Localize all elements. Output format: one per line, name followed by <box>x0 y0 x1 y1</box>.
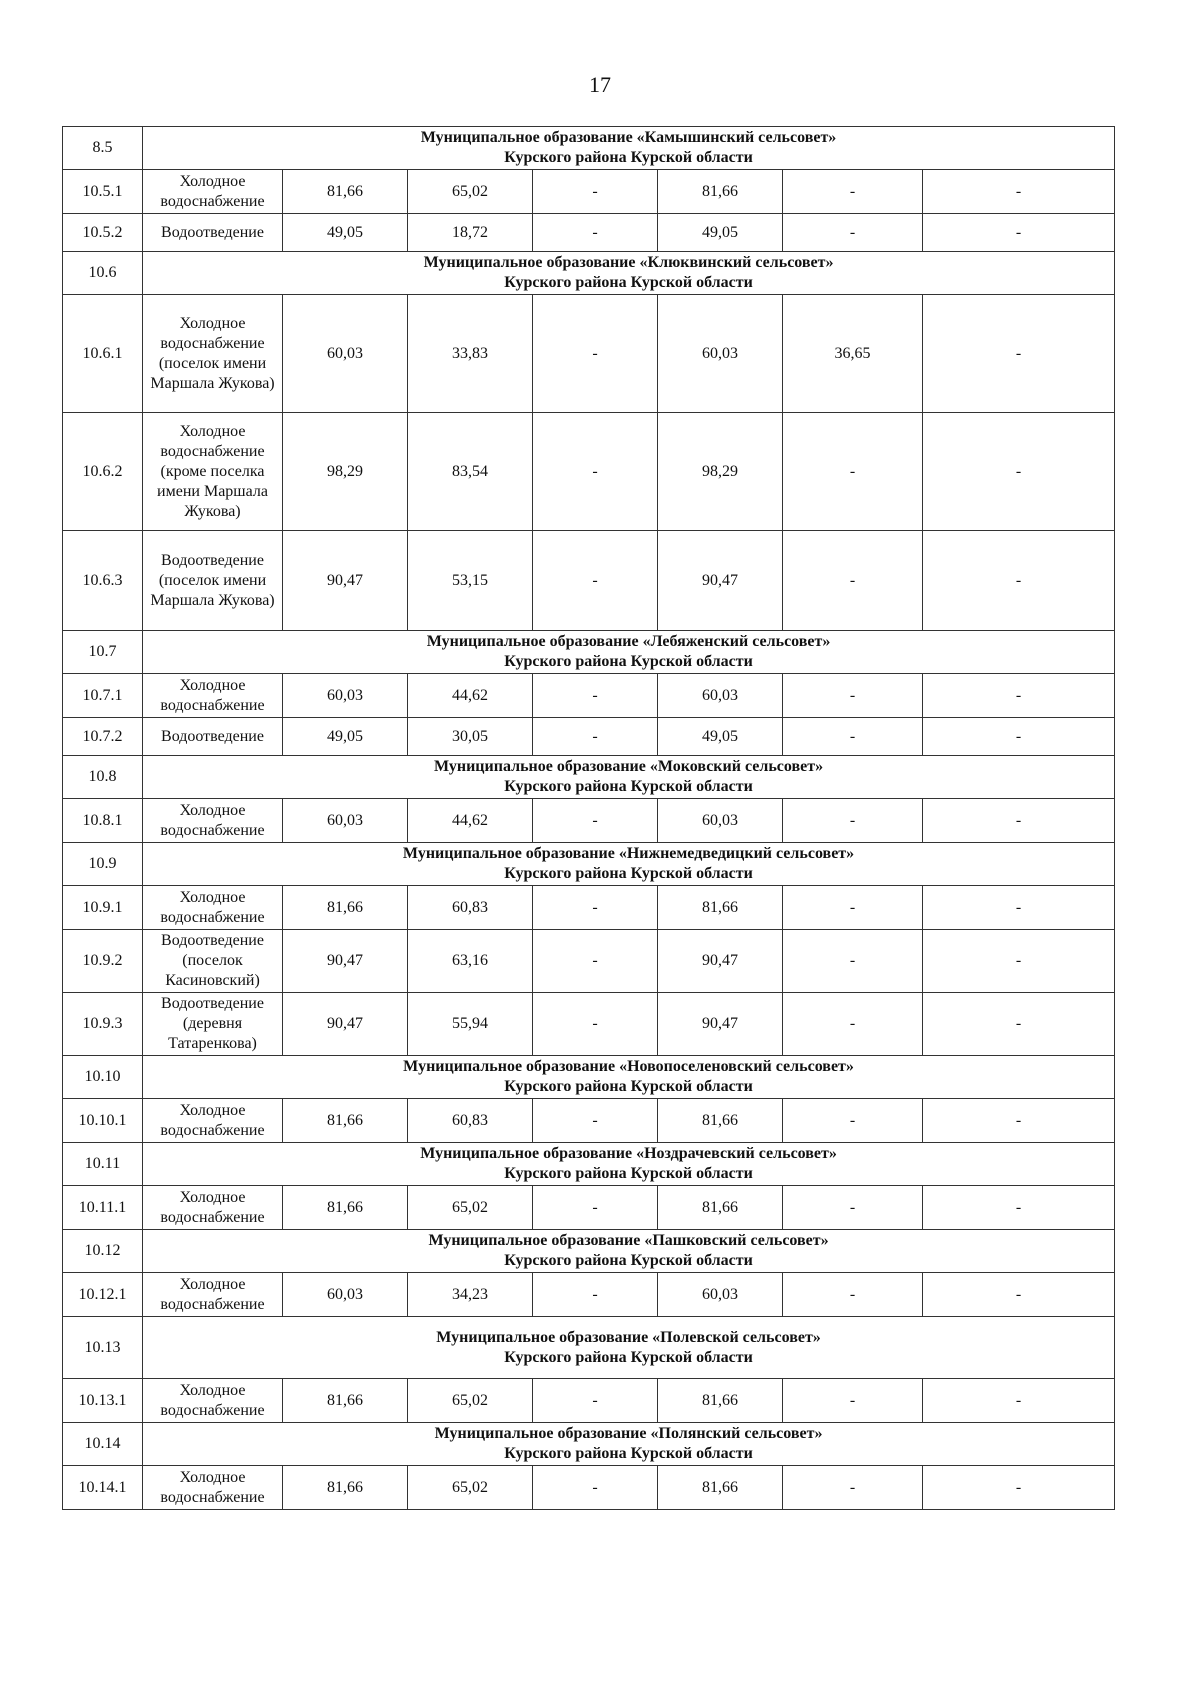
tariff-value-cell: 65,02 <box>408 1186 533 1230</box>
tariff-value-cell: 60,03 <box>283 674 408 718</box>
row-service: Холодное водоснабжение <box>143 170 283 214</box>
row-service: Холодное водоснабжение (поселок имени Маршала Жукова) <box>143 295 283 413</box>
row-code: 10.5.2 <box>63 214 143 252</box>
section-code: 10.6 <box>63 252 143 295</box>
tariff-value-cell: 81,66 <box>283 1099 408 1143</box>
section-title-line1: Муниципальное образование «Камышинский сельсовет» <box>420 129 837 146</box>
tariff-value-cell: - <box>923 531 1115 631</box>
tariff-value-cell: - <box>923 799 1115 843</box>
tariff-value-cell: - <box>923 993 1115 1056</box>
tariff-value-cell: - <box>533 295 658 413</box>
row-service: Водоотведение (поселок имени Маршала Жукова) <box>143 531 283 631</box>
tariff-value-cell: 33,83 <box>408 295 533 413</box>
section-title-line1: Муниципальное образование «Полевской сельсовет» <box>436 1328 821 1346</box>
tariff-value-cell: - <box>923 1273 1115 1317</box>
tariff-value-cell: 65,02 <box>408 170 533 214</box>
table-row <box>63 674 1115 718</box>
tariff-value-cell: - <box>533 1099 658 1143</box>
section-title-line1: Муниципальное образование «Лебяженский сельсовет» <box>426 633 831 650</box>
tariff-value-cell: 81,66 <box>283 170 408 214</box>
table-row <box>63 413 1115 531</box>
tariff-value-cell: 81,66 <box>658 170 783 214</box>
section-code: 10.11 <box>63 1143 143 1186</box>
table-row <box>63 1273 1115 1317</box>
section-title <box>143 1423 1115 1466</box>
tariff-value-cell: - <box>533 718 658 756</box>
row-code: 10.14.1 <box>63 1466 143 1510</box>
row-service: Холодное водоснабжение <box>143 1466 283 1510</box>
section-code: 10.10 <box>63 1056 143 1099</box>
table-row <box>63 718 1115 756</box>
tariff-value-cell: - <box>923 1466 1115 1510</box>
table-row <box>63 1379 1115 1423</box>
section-header-row <box>63 1056 1115 1099</box>
row-service: Водоотведение <box>143 214 283 252</box>
table-row <box>63 531 1115 631</box>
row-code: 10.6.2 <box>63 413 143 531</box>
tariff-value-cell: 81,66 <box>283 1186 408 1230</box>
tariff-value-cell: 49,05 <box>658 214 783 252</box>
tariff-value-cell: - <box>533 1186 658 1230</box>
section-title <box>143 631 1115 674</box>
row-code: 10.9.3 <box>63 993 143 1056</box>
section-header-row <box>63 252 1115 295</box>
section-title-line2: Курского района Курской области <box>504 1165 753 1182</box>
row-service: Холодное водоснабжение <box>143 799 283 843</box>
tariff-value-cell: - <box>783 799 923 843</box>
tariff-value-cell: - <box>533 993 658 1056</box>
section-code: 10.9 <box>63 843 143 886</box>
tariff-value-cell: - <box>533 1466 658 1510</box>
tariff-value-cell: 44,62 <box>408 799 533 843</box>
section-title <box>143 1143 1115 1186</box>
tariff-value-cell: 65,02 <box>408 1379 533 1423</box>
row-service: Холодное водоснабжение <box>143 1273 283 1317</box>
section-title <box>143 1056 1115 1099</box>
tariff-table <box>62 126 1115 1510</box>
tariff-value-cell: 60,03 <box>283 799 408 843</box>
row-code: 10.9.2 <box>63 930 143 993</box>
row-code: 10.5.1 <box>63 170 143 214</box>
tariff-value-cell: 90,47 <box>283 993 408 1056</box>
tariff-value-cell: 60,03 <box>658 295 783 413</box>
section-title-line1: Муниципальное образование «Моковский сельсовет» <box>433 758 824 775</box>
row-code: 10.10.1 <box>63 1099 143 1143</box>
tariff-value-cell: 90,47 <box>658 930 783 993</box>
tariff-value-cell: - <box>533 1379 658 1423</box>
tariff-value-cell: 90,47 <box>658 531 783 631</box>
tariff-value-cell: - <box>923 1099 1115 1143</box>
section-code: 10.14 <box>63 1423 143 1466</box>
tariff-value-cell: 81,66 <box>283 1379 408 1423</box>
tariff-value-cell: - <box>923 1186 1115 1230</box>
row-code: 10.8.1 <box>63 799 143 843</box>
tariff-value-cell: 98,29 <box>658 413 783 531</box>
tariff-value-cell: - <box>783 214 923 252</box>
row-code: 10.7.2 <box>63 718 143 756</box>
tariff-value-cell: 30,05 <box>408 718 533 756</box>
tariff-value-cell: - <box>783 1379 923 1423</box>
row-service: Холодное водоснабжение (кроме поселка имени Маршала Жукова) <box>143 413 283 531</box>
section-title <box>143 252 1115 295</box>
section-header-row <box>63 127 1115 170</box>
tariff-value-cell: 90,47 <box>283 930 408 993</box>
section-code: 10.7 <box>63 631 143 674</box>
page-number: 17 <box>589 72 611 97</box>
tariff-value-cell: - <box>923 413 1115 531</box>
tariff-value-cell: 81,66 <box>658 886 783 930</box>
tariff-value-cell: - <box>783 1273 923 1317</box>
row-code: 10.7.1 <box>63 674 143 718</box>
tariff-value-cell: - <box>783 1466 923 1510</box>
tariff-value-cell: 18,72 <box>408 214 533 252</box>
table-row <box>63 1099 1115 1143</box>
tariff-value-cell: 55,94 <box>408 993 533 1056</box>
tariff-value-cell: 98,29 <box>283 413 408 531</box>
tariff-value-cell: - <box>923 674 1115 718</box>
section-title-line1: Муниципальное образование «Пашковский сельсовет» <box>428 1232 829 1249</box>
tariff-value-cell: - <box>783 718 923 756</box>
tariff-value-cell: 60,03 <box>658 674 783 718</box>
section-title-line2: Курского района Курской области <box>504 1348 753 1366</box>
tariff-value-cell: - <box>923 170 1115 214</box>
row-service: Водоотведение (поселок Касиновский) <box>143 930 283 993</box>
section-header-row <box>63 756 1115 799</box>
section-title-line1: Муниципальное образование «Полянский сельсовет» <box>434 1425 823 1442</box>
tariff-value-cell: - <box>923 886 1115 930</box>
tariff-value-cell: 44,62 <box>408 674 533 718</box>
section-header-row <box>63 1143 1115 1186</box>
tariff-value-cell: - <box>923 930 1115 993</box>
tariff-value-cell: - <box>533 214 658 252</box>
tariff-value-cell: - <box>783 1186 923 1230</box>
section-title-line1: Муниципальное образование «Ноздрачевский сельсовет» <box>420 1145 837 1162</box>
table-row <box>63 170 1115 214</box>
section-title-line2: Курского района Курской области <box>504 653 753 670</box>
tariff-value-cell: - <box>533 170 658 214</box>
section-code: 10.12 <box>63 1230 143 1273</box>
tariff-value-cell: 60,03 <box>658 799 783 843</box>
section-title-line1: Муниципальное образование «Нижнемедведицкий сельсовет» <box>402 845 855 862</box>
tariff-value-cell: 53,15 <box>408 531 533 631</box>
section-title-line2: Курского района Курской области <box>504 1252 753 1269</box>
tariff-value-cell: - <box>533 930 658 993</box>
tariff-value-cell: 60,03 <box>283 1273 408 1317</box>
section-title <box>143 843 1115 886</box>
section-title-line2: Курского района Курской области <box>504 865 753 882</box>
tariff-value-cell: - <box>783 993 923 1056</box>
row-service: Водоотведение (деревня Татаренкова) <box>143 993 283 1056</box>
tariff-value-cell: - <box>783 531 923 631</box>
section-code: 10.13 <box>63 1317 143 1379</box>
section-title-line2: Курского района Курской области <box>504 778 753 795</box>
table-row <box>63 930 1115 993</box>
row-code: 10.6.3 <box>63 531 143 631</box>
section-header-row <box>63 1423 1115 1466</box>
row-code: 10.12.1 <box>63 1273 143 1317</box>
section-code: 10.8 <box>63 756 143 799</box>
section-header-row <box>63 631 1115 674</box>
row-service: Водоотведение <box>143 718 283 756</box>
row-service: Холодное водоснабжение <box>143 1186 283 1230</box>
tariff-value-cell: - <box>783 170 923 214</box>
row-service: Холодное водоснабжение <box>143 1379 283 1423</box>
section-header-row <box>63 843 1115 886</box>
tariff-value-cell: - <box>533 886 658 930</box>
table-row <box>63 295 1115 413</box>
row-code: 10.6.1 <box>63 295 143 413</box>
section-title <box>143 1317 1115 1379</box>
tariff-value-cell: 49,05 <box>658 718 783 756</box>
tariff-value-cell: - <box>783 930 923 993</box>
section-title-line2: Курского района Курской области <box>504 1445 753 1462</box>
tariff-value-cell: 90,47 <box>658 993 783 1056</box>
tariff-value-cell: 81,66 <box>658 1379 783 1423</box>
tariff-value-cell: 60,03 <box>283 295 408 413</box>
tariff-value-cell: - <box>923 1379 1115 1423</box>
section-title-line1: Муниципальное образование «Новопоселеновский сельсовет» <box>403 1058 854 1075</box>
tariff-value-cell: 49,05 <box>283 214 408 252</box>
section-title <box>143 756 1115 799</box>
table-row <box>63 1186 1115 1230</box>
tariff-value-cell: 81,66 <box>658 1466 783 1510</box>
tariff-value-cell: 34,23 <box>408 1273 533 1317</box>
tariff-value-cell: 81,66 <box>283 886 408 930</box>
tariff-value-cell: - <box>923 718 1115 756</box>
tariff-value-cell: 60,83 <box>408 886 533 930</box>
tariff-value-cell: 65,02 <box>408 1466 533 1510</box>
row-service: Холодное водоснабжение <box>143 674 283 718</box>
row-code: 10.11.1 <box>63 1186 143 1230</box>
table-row <box>63 214 1115 252</box>
section-title-line2: Курского района Курской области <box>504 1078 753 1095</box>
section-title <box>143 1230 1115 1273</box>
row-service: Холодное водоснабжение <box>143 1099 283 1143</box>
tariff-value-cell: - <box>923 214 1115 252</box>
tariff-value-cell: - <box>783 1099 923 1143</box>
table-row <box>63 1466 1115 1510</box>
tariff-table-body <box>63 127 1115 1510</box>
tariff-value-cell: - <box>783 886 923 930</box>
table-row <box>63 993 1115 1056</box>
section-header-row <box>63 1317 1115 1379</box>
section-title-line1: Муниципальное образование «Клюквинский сельсовет» <box>423 254 834 271</box>
tariff-value-cell: 81,66 <box>658 1186 783 1230</box>
tariff-value-cell: - <box>783 674 923 718</box>
table-row <box>63 886 1115 930</box>
tariff-value-cell: - <box>783 413 923 531</box>
tariff-value-cell: 60,83 <box>408 1099 533 1143</box>
row-service: Холодное водоснабжение <box>143 886 283 930</box>
tariff-value-cell: - <box>923 295 1115 413</box>
tariff-value-cell: 36,65 <box>783 295 923 413</box>
tariff-value-cell: 90,47 <box>283 531 408 631</box>
tariff-value-cell: 81,66 <box>283 1466 408 1510</box>
tariff-value-cell: - <box>533 1273 658 1317</box>
tariff-value-cell: - <box>533 674 658 718</box>
tariff-value-cell: 60,03 <box>658 1273 783 1317</box>
section-title-line2: Курского района Курской области <box>504 149 753 166</box>
section-code: 8.5 <box>63 127 143 170</box>
tariff-value-cell: 81,66 <box>658 1099 783 1143</box>
tariff-value-cell: 63,16 <box>408 930 533 993</box>
tariff-value-cell: - <box>533 799 658 843</box>
tariff-value-cell: 49,05 <box>283 718 408 756</box>
row-code: 10.9.1 <box>63 886 143 930</box>
tariff-value-cell: 83,54 <box>408 413 533 531</box>
tariff-value-cell: - <box>533 413 658 531</box>
tariff-value-cell: - <box>533 531 658 631</box>
section-title <box>143 127 1115 170</box>
row-code: 10.13.1 <box>63 1379 143 1423</box>
section-header-row <box>63 1230 1115 1273</box>
table-row <box>63 799 1115 843</box>
section-title-line2: Курского района Курской области <box>504 274 753 291</box>
